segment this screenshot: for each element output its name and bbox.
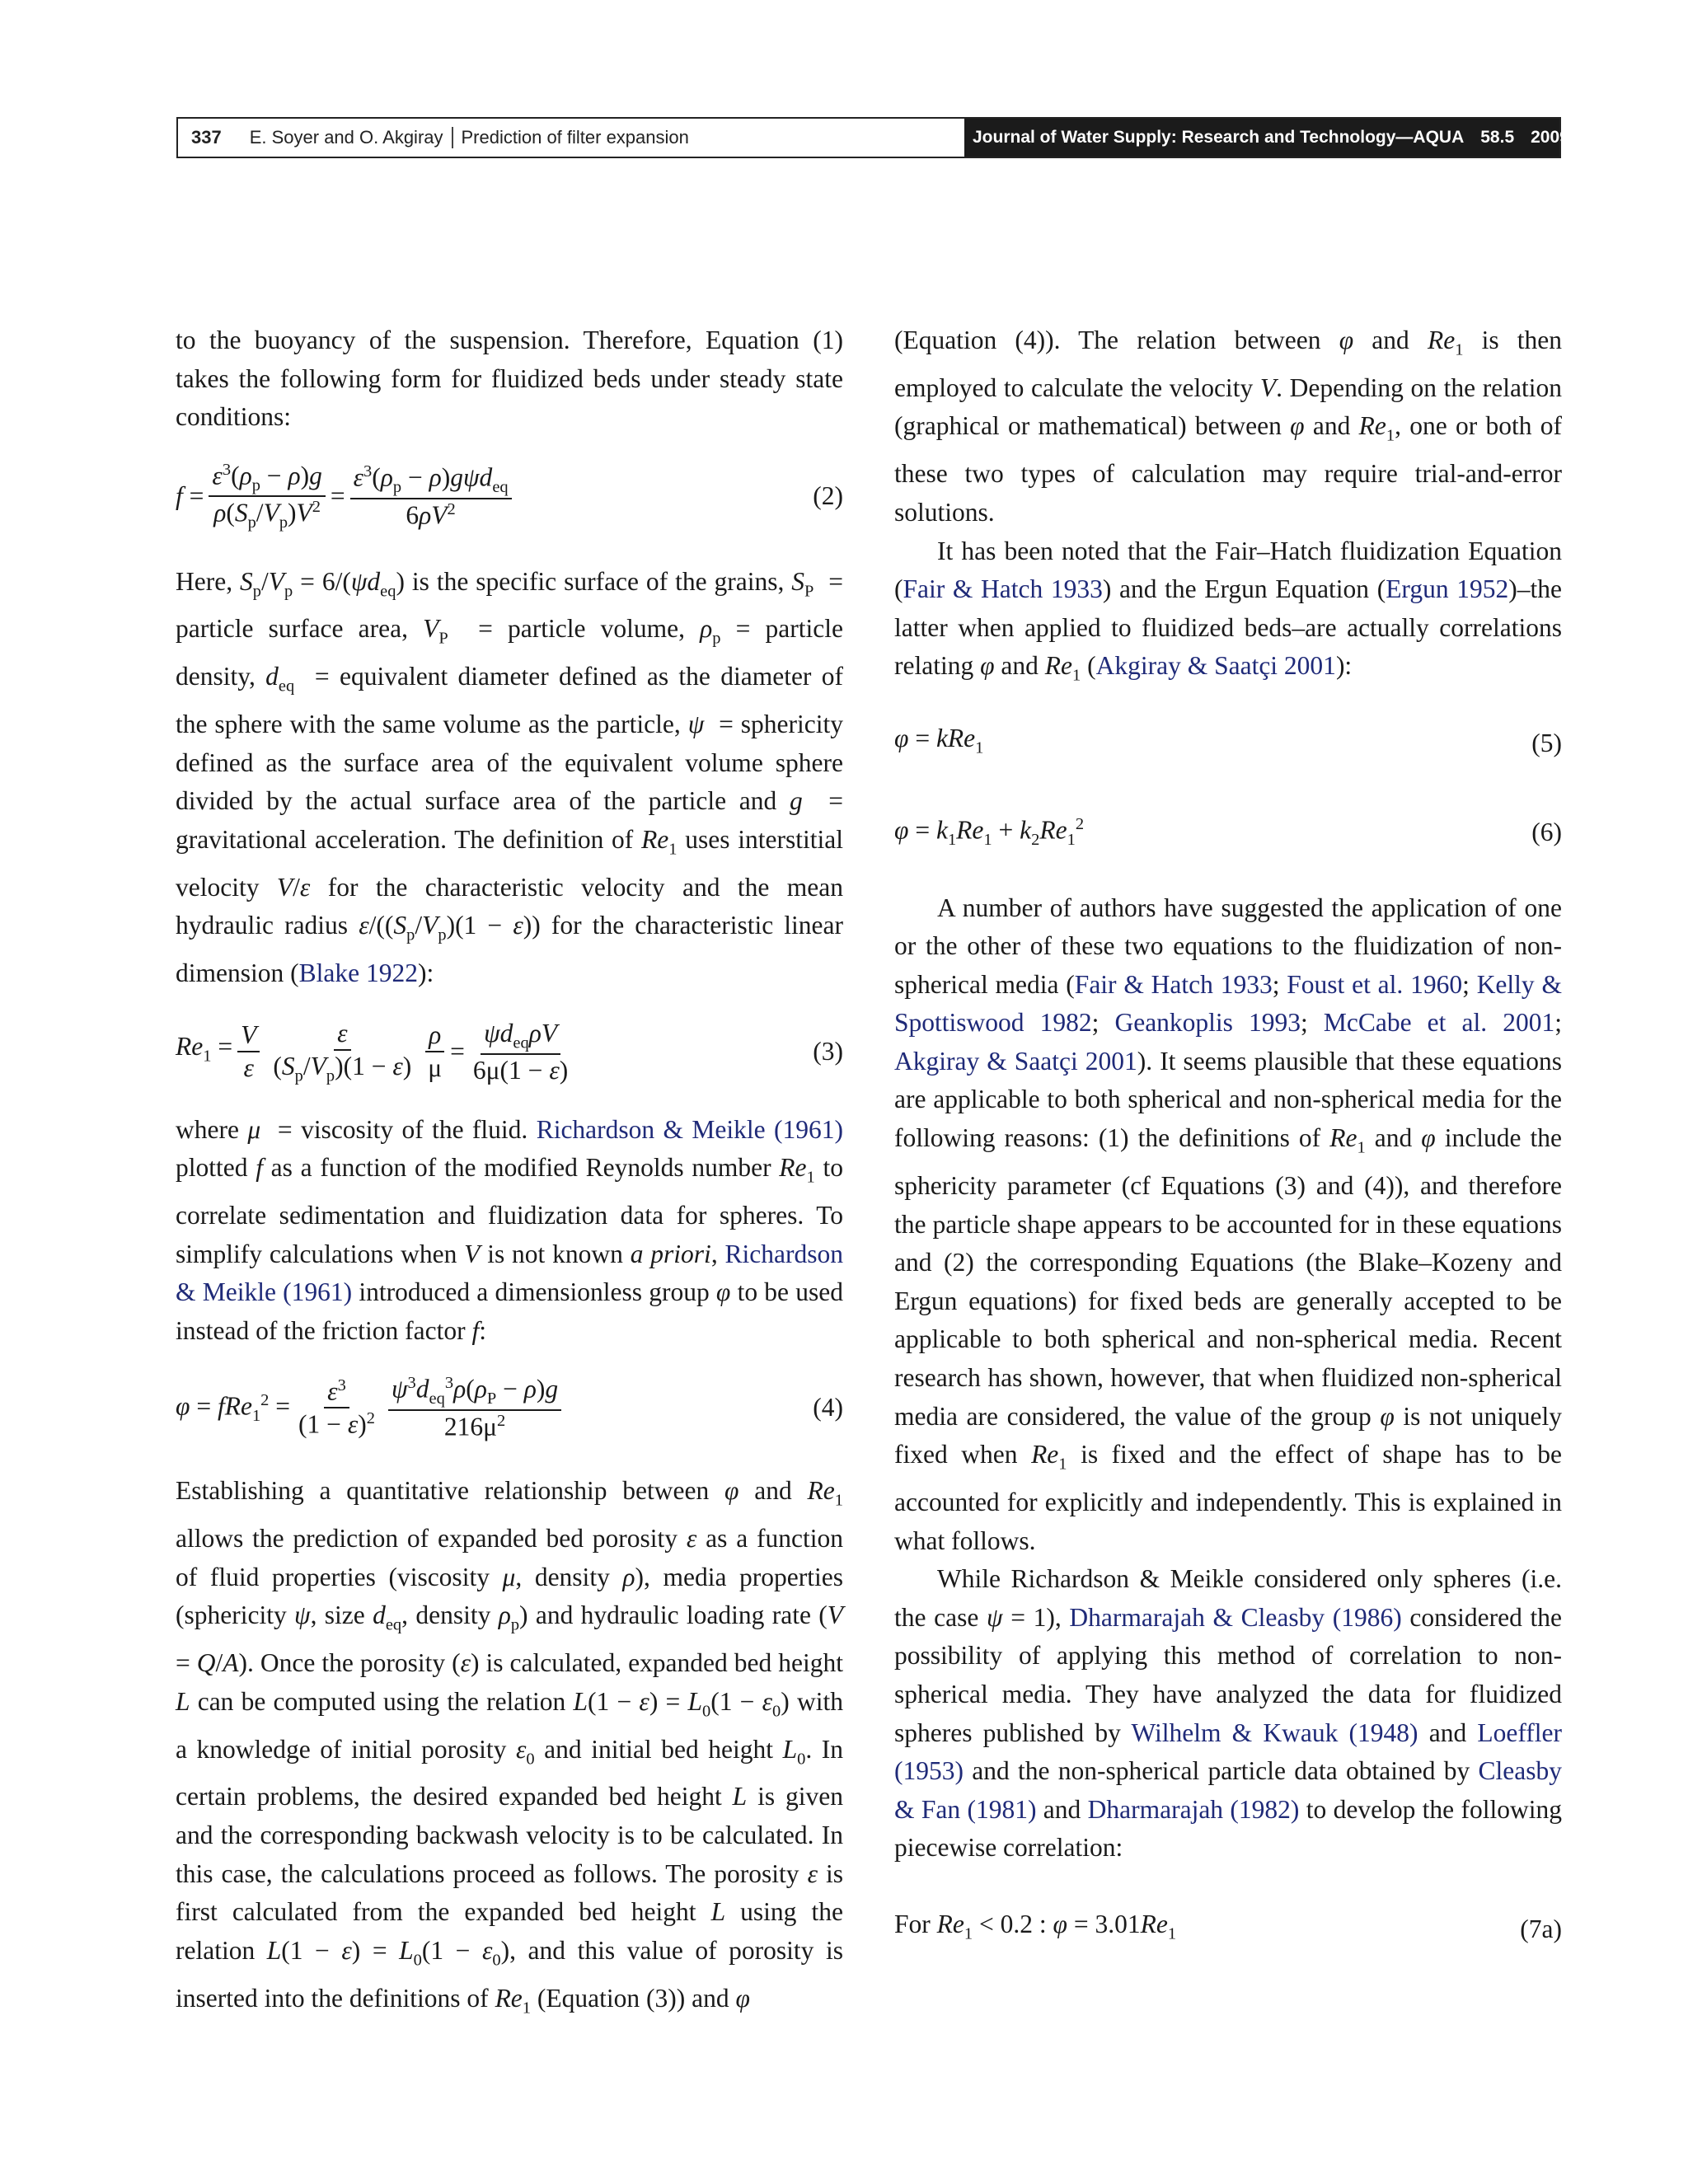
citation-link[interactable]: McCabe et al. 2001 <box>1323 1008 1555 1038</box>
equation-number: (5) <box>1531 728 1562 757</box>
equation-number: (3) <box>813 1036 843 1066</box>
journal-year: 2009 <box>1531 128 1569 147</box>
journal-name: Journal of Water Supply: Research and Technology—AQUA <box>973 128 1465 147</box>
page-number: 337 <box>191 127 222 148</box>
paragraph: where μ = viscosity of the fluid. Richardson & Meikle (1961) plotted f as a function of the modified Reynolds number $Re_1$ to correlate sedimentation and fluidization data for spheres. To simplify calculations when V is not known a priori, Richardson & Meikle (1961) introduced a dimensionless group φ to be used instead of the friction factor f: <box>176 1114 844 1345</box>
citation-link[interactable]: Richardson & Meikle (1961) <box>176 1239 843 1307</box>
paragraph: While Richardson & Meikle considered only spheres (i.e. the case ψ = 1), Dharmarajah & Cleasby (1986) considered the possibility of applying this method of correlation to non-spherical media. They have analyzed the data for fluidized spheres published by Wilhelm & Kwauk (1948) and Loeffler (1953) and the non-spherical particle data obtained by Cleasby & Fan (1981) and Dharmarajah (1982) to develop the following piecewise correlation: <box>894 1564 1563 1863</box>
paragraph: Establishing a quantitative relationship between φ and $Re_1$ allows the prediction of expanded bed porosity ε as a function of fluid properties (viscosity μ, density ρ), media properties (sphericity ψ, size $d_{eq}$, density $\rho_p$) and hydraulic loading rate (V = Q/A). Once the porosity (ε) is calculated, expanded bed height L can be computed using the relation $L(1 - \varepsilon) = L_0(1 - \varepsilon_0)$ with a knowledge of initial porosity $\varepsilon_0$ and initial bed height $L_0$. In certain problems, the desired expanded bed height L is given and the corresponding backwash velocity is to be calculated. In this case, the calculations proceed as follows. The porosity ε is first calculated from the expanded bed height L using the relation $L(1 - \varepsilon) = L_0(1 - \varepsilon_0)$, and this value of porosity is inserted into the definitions of $Re_1$ (Equation (3)) and φ <box>176 1476 844 2017</box>
header-left <box>178 119 964 157</box>
citation-link[interactable]: Foust et al. 1960 <box>1287 969 1463 999</box>
citation-link[interactable]: Loeffler (1953) <box>894 1718 1563 1786</box>
equation-4: φ = fRe$_1^2$ = $\frac{\varepsilon^3}{(1 - \varepsilon)^2}$ $\frac{\psi^3d_{eq}^3\rho(\rho_P - \rho)g}{216\mu^2}$ (4) <box>176 1374 843 1441</box>
citation-link[interactable]: Akgiray & Saatçi 2001 <box>1095 651 1336 681</box>
equation-number: (7a) <box>1520 1914 1562 1943</box>
equation-2: f = $\frac{\varepsilon^3(\rho_p - \rho)g}{\rho(S_p/V_p)V^2}$ = $\frac{\varepsilon^3(\rho_p - \rho)g\psi d_{eq}}{6\rho V^2}$ (2) <box>176 460 843 532</box>
equation-number: (6) <box>1531 817 1562 846</box>
header-authors: E. Soyer and O. Akgiray <box>250 127 453 148</box>
header-journal-block <box>964 119 1569 157</box>
citation-link[interactable]: Fair & Hatch 1933 <box>903 574 1103 604</box>
citation-link[interactable]: Blake 1922 <box>298 958 418 988</box>
left-column <box>176 321 843 2027</box>
paragraph: to the buoyancy of the suspension. Therefore, Equation (1) takes the following form for fluidized beds under steady state conditions: <box>176 326 843 432</box>
citation-link[interactable]: Geankoplis 1993 <box>1114 1008 1301 1038</box>
equation-6: $\varphi = k_1Re_1 + k_2Re_1^2$ (6) <box>894 805 1562 859</box>
paragraph: It has been noted that the Fair–Hatch fluidization Equation (Fair & Hatch 1933) and the Ergun Equation (Ergun 1952)–the latter when applied to fluidized beds–are actually correlations relating φ and $Re_1$ (Akgiray & Saatçi 2001): <box>894 536 1562 685</box>
text: ): <box>417 958 434 988</box>
paragraph: A number of authors have suggested the application of one or the other of these two equations to the fluidization of non-spherical media (Fair & Hatch 1933; Foust et al. 1960; Kelly & Spottiswood 1982; Geankoplis 1993; McCabe et al. 2001; Akgiray & Saatçi 2001). It seems plausible that these equations are applicable to both spherical and non-spherical media for the following reasons: (1) the definitions of $Re_1$ and φ include the sphericity parameter (cf Equations (3) and (4)), and therefore the particle shape appears to be accounted for in these equations and (2) the corresponding Equations (the Blake–Kozeny and Ergun equations) for fixed beds are generally accepted to be applicable to both spherical and non-spherical media. Recent research has shown, however, that when fluidized non-spherical media are considered, the value of the group φ is not uniquely fixed when $Re_1$ is fixed and the effect of shape has to be accounted for explicitly and independently. This is explained in what follows. <box>894 893 1563 1555</box>
equation-number: (4) <box>813 1392 843 1422</box>
header-short-title: Prediction of filter expansion <box>461 127 689 148</box>
citation-link[interactable]: Ergun 1952 <box>1386 574 1509 604</box>
equation-number: (2) <box>813 480 843 510</box>
running-header <box>176 117 1569 158</box>
citation-link[interactable]: Dharmarajah (1982) <box>1087 1794 1300 1824</box>
right-column <box>894 321 1562 1953</box>
citation-link[interactable]: Richardson & Meikle (1961) <box>536 1114 844 1144</box>
citation-link[interactable]: Fair & Hatch 1933 <box>1074 969 1273 999</box>
paragraph: Here, $S_p/V_p = 6/(\psi d_{eq})$ is the specific surface of the grains, $S_P$ = particle surface area, $V_P$ = particle volume, $\rho_p$ = particle density, $d_{eq}$ = equivalent diameter defined as the diameter of the sphere with the same volume as the particle, ψ = sphericity defined as the surface area of the equivalent volume sphere divided by the actual surface area of the particle and g = gravitational acceleration. The definition of $Re_1$ uses interstitial velocity V/ε for the characteristic velocity and the mean hydraulic radius $\varepsilon/((S_p/V_p)(1 - \varepsilon))$ for the characteristic linear dimension (Blake 1922): <box>176 566 844 988</box>
paragraph: (Equation (4)). The relation between φ and $Re_1$ is then employed to calculate the velocity V. Depending on the relation (graphical or mathematical) between φ and $Re_1$, one or both of these two types of calculation may require trial-and-error solutions. <box>894 326 1562 527</box>
equation-5: φ = kRe$_1$ (5) <box>894 719 1562 767</box>
citation-link[interactable]: Akgiray & Saatçi 2001 <box>894 1046 1137 1076</box>
equation-3: $Re_1$ = $\frac{V}{\varepsilon}$ $\frac{\varepsilon}{(S_p/V_p)(1 - \varepsilon)}$ $\frac{\rho}{\mu}$ = $\frac{\psi d_{eq}\rho V}{6\mu(1 - \varepsilon)}$ (3) <box>176 1018 843 1085</box>
citation-link[interactable]: Kelly & Spottiswood 1982 <box>894 969 1562 1038</box>
citation-link[interactable]: Dharmarajah & Cleasby (1986) <box>1069 1602 1402 1632</box>
citation-link[interactable]: Wilhelm & Kwauk (1948) <box>1131 1718 1418 1747</box>
journal-volume: 58.5 <box>1480 128 1515 147</box>
citation-link[interactable]: Cleasby & Fan (1981) <box>894 1756 1562 1824</box>
equation-7a: For $Re_1 < 0.2$ : $\varphi = 3.01Re_1$ (7a) <box>894 1905 1562 1953</box>
